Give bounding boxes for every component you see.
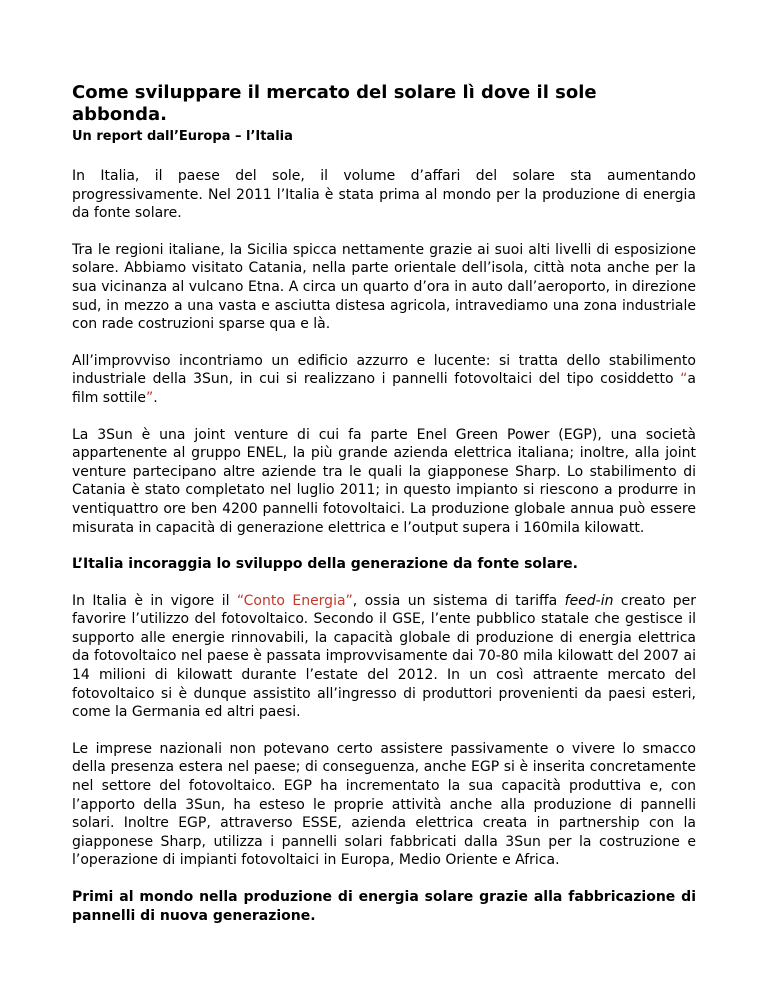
paragraph-6: Le imprese nazionali non potevano certo assistere passivamente o vivere lo smacco della presenza estera nel paese; di conseguenza, anche EGP si è inserita concretamente nel settore del fotovoltaico. EGP ha incrementato la sua capacità produttiva e, con l’apporto della 3Sun, ha esteso le proprie attività anche alla produzione di pannelli solari. Inoltre EGP, attraverso ESSE, azienda elettrica creata in partnership con la giapponese Sharp, utilizza i pannelli solari fabbricati dalla 3Sun per la costruzione e l’operazione di impianti fotovoltaici in Europa, Medio Oriente e Africa. [72,740,696,869]
paragraph-5 [72,592,696,722]
document-page [72,82,696,925]
paragraph-3-text: All’improvviso incontriamo un edificio azzurro e lucente: si tratta dello stabilimento industriale della 3Sun, in cui si realizzano i pannelli fotovoltaici del tipo cosiddetto [72,352,696,388]
paragraph-5-middle: , ossia un sistema di tariffa [352,592,565,609]
section-heading-2: Primi al mondo nella produzione di energia solare grazie alla fabbricazione di pannelli di nuova generazione. [72,889,696,924]
quoted-term: a film sottile [72,371,696,406]
quoted-program: “Conto Energia” [236,592,353,609]
document-subtitle: Un report dall’Europa – l’Italia [72,129,293,144]
paragraph-4: La 3Sun è una joint venture di cui fa parte Enel Green Power (EGP), una società appartenente al gruppo ENEL, la più grande azienda elettrica italiana; inoltre, alla joint venture partecipano altre aziende tra le quali la giapponese Sharp. Lo stabilimento di Catania è stato completato nel luglio 2011; in questo impianto si riescono a produrre in ventiquattro ore ben 4200 pannelli fotovoltaici. La produzione globale annua può essere misurata in capacità di generazione elettrica e l’output supera i 160mila kilowatt. [72,426,696,536]
paragraph-5-end: creato per favorire l’utilizzo del fotovoltaico. Secondo il GSE, l’ente pubblico statale che gestisce il supporto alle energie rinnovabili, la capacità globale di produzione di energia elettrica da fotovoltaico nel paese è passata improvvisamente dai 70-80 mila kilowatt del 2007 ai 14 milioni di kilowatt durante l’estate del 2012. In un così attraente mercato del fotovoltaico si è dunque assistito all’ingresso di produttori provenienti da paesi esteri, come la Germania ed altri paesi. [72,592,696,721]
paragraph-5-start: In Italia è in vigore il [72,592,237,609]
open-quote: “ [680,371,688,388]
paragraph-2: Tra le regioni italiane, la Sicilia spicca nettamente grazie ai suoi alti livelli di esposizione solare. Abbiamo visitato Catania, nella parte orientale dell’isola, città nota anche per la sua vicinanza al vulcano Etna. A circa un quarto d’ora in auto dall’aeroporto, in direzione sud, in mezzo a una vasta e asciutta distesa agricola, intravediamo una zona industriale con rade costruzioni sparse qua e là. [72,241,696,333]
paragraph-1: In Italia, il paese del sole, il volume d’affari del solare sta aumentando progressivamente. Nel 2011 l’Italia è stata prima al mondo per la produzione di energia da fonte solare. [72,168,696,222]
document-title: Come sviluppare il mercato del solare lì dove il sole abbonda. [72,82,597,125]
close-quote: ” [146,389,154,406]
paragraph-3 [72,352,696,408]
paragraph-3-end: . [153,389,158,406]
italic-term: feed-in [564,592,614,609]
section-heading-1: L’Italia incoraggia lo sviluppo della generazione da fonte solare. [72,556,578,573]
